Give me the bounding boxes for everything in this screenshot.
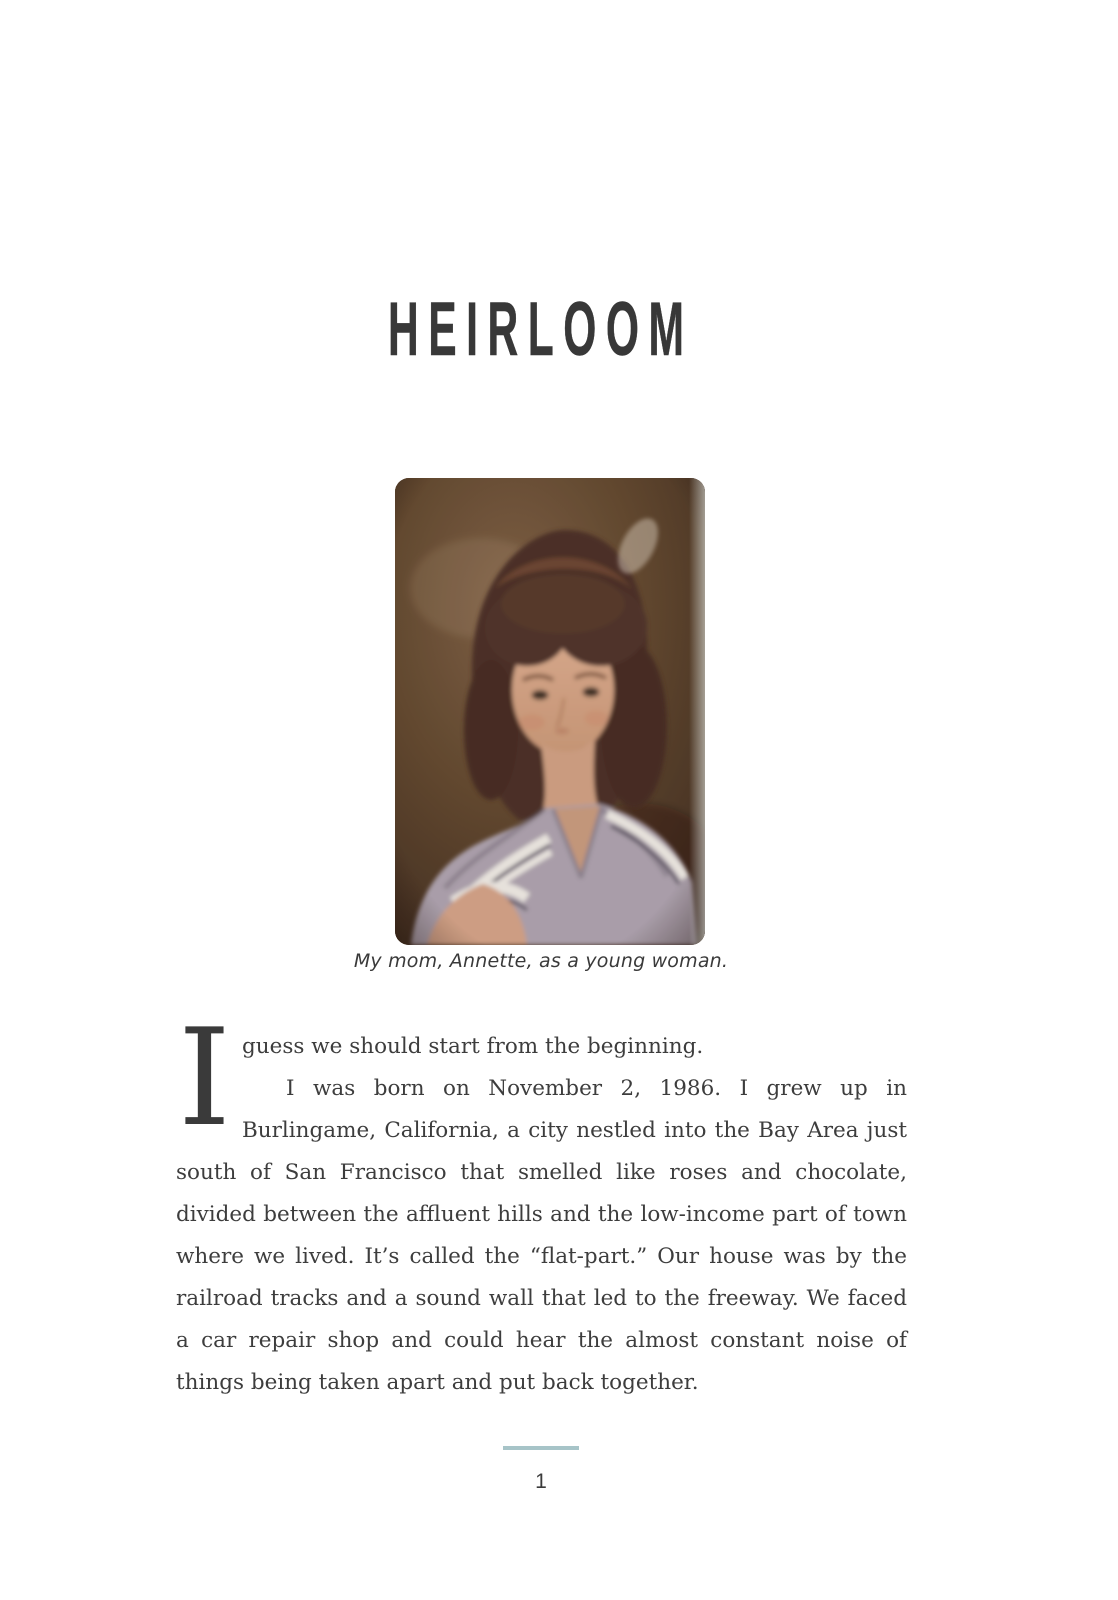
chapter-title-row [176, 287, 906, 372]
portrait-photo [395, 478, 705, 945]
paragraph-1: guess we should start from the beginning. [242, 1034, 704, 1059]
paragraph-2: I was born on November 2, 1986. I grew up in Burlingame, California, a city nestled into the Bay Area just south of San Francisco that smelled like roses and chocolate, divided between the affluent hills and the low-income part of town where we lived. It’s called the “flat-part.” Our house was by the railroad tracks and a sound wall that led to the freeway. We faced a car repair shop and could hear the almost constant noise of things being taken apart and put back together. [176, 1076, 907, 1395]
body-text [176, 1000, 907, 1404]
portrait-photo-art [395, 478, 705, 945]
footer-divider [503, 1446, 579, 1450]
photo-caption: My mom, Annette, as a young woman. [353, 950, 729, 972]
drop-cap [176, 1000, 232, 1156]
page-number: 1 [535, 1470, 547, 1493]
chapter-title: HEIRLOOM [388, 287, 694, 372]
drop-cap-letter: I [178, 1000, 231, 1156]
